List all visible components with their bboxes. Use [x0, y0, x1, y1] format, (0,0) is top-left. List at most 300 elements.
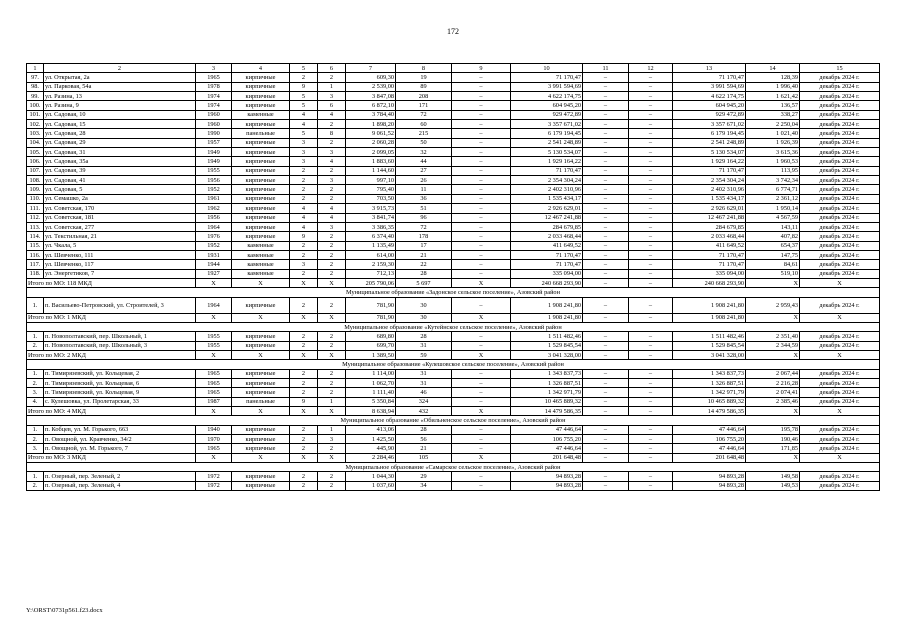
table-cell: 106 755,20 [511, 435, 583, 444]
table-cell: 1 044,30 [346, 472, 396, 481]
total-label: Итого по МО: 3 МКД [27, 453, 196, 462]
total-label: Итого по МО: 1 МКД [27, 313, 196, 322]
table-cell: кирпичные [232, 369, 290, 378]
table-cell: 519,10 [746, 269, 800, 278]
table-cell: 2 351,40 [746, 332, 800, 341]
table-cell: 1 111,40 [346, 388, 396, 397]
table-cell: 27 [396, 166, 452, 175]
table-cell: 2 [290, 481, 318, 490]
table-cell: декабрь 2024 г. [800, 185, 880, 194]
column-number: 8 [396, 64, 452, 73]
table-cell: – [629, 101, 673, 110]
table-cell: 3 386,35 [346, 222, 396, 231]
housing-table [26, 63, 880, 491]
table-cell: 2 [318, 369, 346, 378]
file-path-footer: Y:\ORST\0731p561.f23.docx [26, 607, 103, 614]
table-cell: – [452, 332, 511, 341]
table-cell: 9 [290, 232, 318, 241]
table-cell: 997,10 [346, 176, 396, 185]
table-cell: 1931 [196, 250, 232, 259]
table-cell: 44 [396, 157, 452, 166]
table-cell: декабрь 2024 г. [800, 388, 880, 397]
table-row [27, 185, 880, 194]
table-cell: декабрь 2024 г. [800, 138, 880, 147]
table-cell: декабрь 2024 г. [800, 129, 880, 138]
table-cell: – [629, 166, 673, 175]
total-cell: X [452, 407, 511, 416]
table-cell: – [452, 166, 511, 175]
table-cell: ул. Садовая, 41 [44, 176, 196, 185]
table-cell: 2 354 304,24 [673, 176, 746, 185]
table-cell: ул. Разина, 9 [44, 101, 196, 110]
table-cell: 6 179 194,45 [673, 129, 746, 138]
table-cell: – [452, 397, 511, 406]
table-cell: 12 467 241,88 [511, 213, 583, 222]
total-row [27, 313, 880, 322]
table-cell: 5 [290, 101, 318, 110]
table-cell: декабрь 2024 г. [800, 379, 880, 388]
column-number-row [27, 64, 880, 73]
table-cell: 2 [290, 250, 318, 259]
table-row [27, 397, 880, 406]
table-cell: – [629, 341, 673, 350]
table-cell: 2 [318, 250, 346, 259]
table-cell: 106 755,20 [673, 435, 746, 444]
total-row [27, 278, 880, 287]
table-row [27, 138, 880, 147]
table-cell: 1. [27, 425, 44, 434]
table-cell: – [583, 444, 629, 453]
table-cell: 1. [27, 472, 44, 481]
table-cell: – [452, 241, 511, 250]
table-cell: – [629, 157, 673, 166]
table-cell: 2 [290, 297, 318, 313]
table-cell: кирпичные [232, 73, 290, 82]
table-cell: 1955 [196, 166, 232, 175]
total-label: Итого по МО: 118 МКД [27, 278, 196, 287]
table-cell: 6 774,71 [746, 185, 800, 194]
table-cell: 1. [27, 369, 44, 378]
table-cell: – [629, 148, 673, 157]
table-cell: 2 [318, 73, 346, 82]
table-cell: ул. Разина, 13 [44, 92, 196, 101]
table-row [27, 260, 880, 269]
table-row [27, 388, 880, 397]
table-cell: – [452, 82, 511, 91]
total-cell: – [629, 407, 673, 416]
table-cell: – [452, 101, 511, 110]
municipality-heading: Муниципальное образование «Кутейнское сельское поселение», Азовский район [27, 322, 880, 331]
table-cell: – [452, 379, 511, 388]
table-cell: кирпичные [232, 166, 290, 175]
table-cell: 781,90 [346, 297, 396, 313]
table-cell: – [452, 444, 511, 453]
table-cell: кирпичные [232, 332, 290, 341]
table-cell: 4. [27, 397, 44, 406]
table-cell: 4 [318, 157, 346, 166]
table-cell: 1 425,50 [346, 435, 396, 444]
table-cell: 116. [27, 250, 44, 259]
column-number: 11 [583, 64, 629, 73]
table-cell: 2 [290, 185, 318, 194]
table-cell: – [583, 297, 629, 313]
table-row [27, 73, 880, 82]
table-cell: 411 649,52 [673, 241, 746, 250]
total-cell: X [452, 453, 511, 462]
total-cell: – [583, 350, 629, 359]
total-row [27, 407, 880, 416]
table-row [27, 92, 880, 101]
total-cell: 5 697 [396, 278, 452, 287]
table-cell: – [583, 332, 629, 341]
table-cell: 4 [290, 120, 318, 129]
total-cell: X [452, 278, 511, 287]
column-number: 2 [44, 64, 196, 73]
table-cell: 107. [27, 166, 44, 175]
table-cell: 445,90 [346, 444, 396, 453]
table-cell: – [583, 341, 629, 350]
table-cell: ул. Текстильная, 21 [44, 232, 196, 241]
table-cell: 1964 [196, 297, 232, 313]
table-cell: – [583, 435, 629, 444]
table-cell: 1974 [196, 92, 232, 101]
table-cell: 113,95 [746, 166, 800, 175]
table-cell: 1960 [196, 120, 232, 129]
table-cell: 4 [318, 213, 346, 222]
table-cell: 2 060,28 [346, 138, 396, 147]
table-cell: 94 893,28 [673, 481, 746, 490]
table-cell: 929 472,89 [673, 110, 746, 119]
total-cell: 30 [396, 313, 452, 322]
table-cell: 4 [290, 204, 318, 213]
table-cell: – [583, 472, 629, 481]
table-cell: 113. [27, 222, 44, 231]
table-cell: – [629, 82, 673, 91]
table-cell: ул. Советская, 170 [44, 204, 196, 213]
table-cell: – [629, 260, 673, 269]
total-cell: X [232, 313, 290, 322]
table-cell: – [583, 185, 629, 194]
table-cell: 324 [396, 397, 452, 406]
table-cell: 47 446,64 [673, 425, 746, 434]
table-cell: 1 950,14 [746, 204, 800, 213]
table-cell: 1 037,60 [346, 481, 396, 490]
table-cell: кирпичные [232, 341, 290, 350]
total-cell: X [290, 453, 318, 462]
table-cell: – [629, 425, 673, 434]
table-cell: 2 [290, 425, 318, 434]
table-cell: 94 893,28 [511, 472, 583, 481]
municipality-heading: Муниципальное образование «Кулешовское сельское поселение», Азовский район [27, 360, 880, 369]
table-cell: 335 094,00 [673, 269, 746, 278]
table-row [27, 232, 880, 241]
table-cell: 1 342 971,79 [673, 388, 746, 397]
table-cell: 2 541 248,89 [511, 138, 583, 147]
table-cell: 2 [318, 444, 346, 453]
table-cell: декабрь 2024 г. [800, 101, 880, 110]
table-row [27, 472, 880, 481]
column-number: 5 [290, 64, 318, 73]
table-cell: декабрь 2024 г. [800, 425, 880, 434]
table-cell: панельные [232, 397, 290, 406]
table-cell: декабрь 2024 г. [800, 269, 880, 278]
table-cell: 21 [396, 250, 452, 259]
table-cell: 147,75 [746, 250, 800, 259]
table-cell: декабрь 2024 г. [800, 397, 880, 406]
table-cell: 1978 [196, 82, 232, 91]
table-cell: п. Новополтавский, пер. Школьный, 3 [44, 341, 196, 350]
table-cell: 2 159,30 [346, 260, 396, 269]
table-row [27, 444, 880, 453]
section-row [27, 288, 880, 297]
table-cell: декабрь 2024 г. [800, 250, 880, 259]
table-cell: 1961 [196, 194, 232, 203]
total-cell: 201 648,48 [511, 453, 583, 462]
table-cell: 1 021,40 [746, 129, 800, 138]
table-cell: 2 033 468,44 [511, 232, 583, 241]
table-cell: 71 170,47 [673, 250, 746, 259]
total-cell: – [629, 278, 673, 287]
table-cell: кирпичные [232, 388, 290, 397]
total-row [27, 350, 880, 359]
table-cell: 1 511 482,46 [511, 332, 583, 341]
total-cell: 105 [396, 453, 452, 462]
table-cell: 407,82 [746, 232, 800, 241]
table-cell: 29 [396, 472, 452, 481]
section-row [27, 322, 880, 331]
table-cell: 3 357 671,02 [511, 120, 583, 129]
table-cell: 2 [318, 194, 346, 203]
table-cell: 84,61 [746, 260, 800, 269]
table-cell: 689,80 [346, 332, 396, 341]
table-cell: – [583, 397, 629, 406]
table-cell: кирпичные [232, 425, 290, 434]
table-cell: 1 135,49 [346, 241, 396, 250]
table-row [27, 425, 880, 434]
column-number: 10 [511, 64, 583, 73]
table-cell: – [583, 388, 629, 397]
table-row [27, 241, 880, 250]
table-cell: – [629, 110, 673, 119]
table-row [27, 341, 880, 350]
total-cell: 240 668 293,90 [511, 278, 583, 287]
table-cell: – [629, 435, 673, 444]
total-cell: 8 638,94 [346, 407, 396, 416]
table-cell: 3 615,36 [746, 148, 800, 157]
total-cell: X [746, 407, 800, 416]
total-cell: X [452, 313, 511, 322]
total-cell: 3 041 328,00 [673, 350, 746, 359]
table-cell: 2 [318, 138, 346, 147]
table-cell: 712,13 [346, 269, 396, 278]
table-cell: 1. [27, 332, 44, 341]
table-cell: 3 [318, 176, 346, 185]
table-cell: 1 [318, 425, 346, 434]
table-cell: 5 130 534,07 [511, 148, 583, 157]
table-cell: – [583, 425, 629, 434]
table-cell: 3. [27, 388, 44, 397]
table-cell: кирпичные [232, 435, 290, 444]
table-cell: 2 [290, 73, 318, 82]
table-cell: 215 [396, 129, 452, 138]
total-cell: X [800, 407, 880, 416]
table-cell: 1 326 887,51 [511, 379, 583, 388]
table-cell: п. Кобцев, ул. М. Горького, 663 [44, 425, 196, 434]
table-cell: – [629, 297, 673, 313]
table-row [27, 269, 880, 278]
table-cell: – [452, 269, 511, 278]
table-cell: 2 [290, 435, 318, 444]
table-cell: 2. [27, 341, 44, 350]
table-cell: 96 [396, 213, 452, 222]
table-cell: ул. Советская, 277 [44, 222, 196, 231]
table-cell: 171 [396, 101, 452, 110]
table-cell: 28 [396, 269, 452, 278]
table-cell: 2 [318, 232, 346, 241]
table-cell: 2 [290, 388, 318, 397]
table-cell: – [583, 204, 629, 213]
table-cell: декабрь 2024 г. [800, 166, 880, 175]
column-number: 15 [800, 64, 880, 73]
table-cell: 2. [27, 379, 44, 388]
section-row [27, 463, 880, 472]
table-cell: – [452, 481, 511, 490]
table-cell: 89 [396, 82, 452, 91]
table-cell: 108. [27, 176, 44, 185]
total-cell: X [196, 313, 232, 322]
table-cell: 2 099,05 [346, 148, 396, 157]
total-cell: – [629, 350, 673, 359]
column-number: 1 [27, 64, 44, 73]
table-cell: ул. Садовая, 39 [44, 166, 196, 175]
table-cell: 1952 [196, 185, 232, 194]
table-cell: 1 [318, 82, 346, 91]
table-cell: декабрь 2024 г. [800, 297, 880, 313]
table-cell: декабрь 2024 г. [800, 369, 880, 378]
table-cell: 1 908 241,80 [673, 297, 746, 313]
total-cell: X [196, 407, 232, 416]
table-cell: 1956 [196, 213, 232, 222]
table-cell: 149,53 [746, 481, 800, 490]
table-cell: п. Васильево-Петровский, ул. Строителей, 3 [44, 297, 196, 313]
table-row [27, 110, 880, 119]
table-cell: 3 841,74 [346, 213, 396, 222]
table-cell: 614,00 [346, 250, 396, 259]
table-cell: 1952 [196, 241, 232, 250]
table-row [27, 481, 880, 490]
table-cell: п. Тимирязевский, ул. Кольцевая, 9 [44, 388, 196, 397]
table-cell: – [629, 222, 673, 231]
table-cell: декабрь 2024 г. [800, 120, 880, 129]
table-cell: 3 784,40 [346, 110, 396, 119]
table-cell: 2 [318, 297, 346, 313]
table-cell: 2 539,00 [346, 82, 396, 91]
table-row [27, 297, 880, 313]
section-row [27, 416, 880, 425]
table-cell: 1964 [196, 222, 232, 231]
table-cell: – [583, 129, 629, 138]
table-cell: 6 374,40 [346, 232, 396, 241]
table-cell: 34 [396, 481, 452, 490]
table-cell: 21 [396, 444, 452, 453]
page-number: 172 [447, 27, 459, 36]
table-cell: 284 679,85 [511, 222, 583, 231]
table-cell: 195,78 [746, 425, 800, 434]
table-cell: – [629, 129, 673, 138]
table-cell: – [583, 92, 629, 101]
table-cell: каменные [232, 260, 290, 269]
table-cell: декабрь 2024 г. [800, 204, 880, 213]
table-cell: 1960 [196, 110, 232, 119]
table-cell: 2 354 304,24 [511, 176, 583, 185]
table-cell: – [452, 204, 511, 213]
table-cell: п. Озерный, пер. Зеленый, 2 [44, 472, 196, 481]
table-cell: – [629, 241, 673, 250]
table-cell: ул. Шевченко, 111 [44, 250, 196, 259]
table-cell: 1 326 887,51 [673, 379, 746, 388]
table-cell: 2 [290, 341, 318, 350]
table-cell: каменные [232, 269, 290, 278]
table-cell: кирпичные [232, 92, 290, 101]
table-cell: 115. [27, 241, 44, 250]
table-cell: – [452, 250, 511, 259]
table-cell: декабрь 2024 г. [800, 241, 880, 250]
table-cell: 103. [27, 129, 44, 138]
table-cell: кирпичные [232, 444, 290, 453]
table-cell: – [583, 269, 629, 278]
total-cell: X [318, 453, 346, 462]
column-number: 13 [673, 64, 746, 73]
table-cell: 3 [318, 92, 346, 101]
table-cell: 284 679,85 [673, 222, 746, 231]
table-cell: – [629, 92, 673, 101]
table-cell: 71 170,47 [511, 166, 583, 175]
table-cell: – [452, 232, 511, 241]
table-cell: 1 144,60 [346, 166, 396, 175]
table-cell: – [629, 444, 673, 453]
table-cell: каменные [232, 110, 290, 119]
table-cell: – [583, 176, 629, 185]
table-cell: 3 [290, 148, 318, 157]
total-cell: X [290, 278, 318, 287]
table-cell: 114. [27, 232, 44, 241]
table-cell: 6 179 194,45 [511, 129, 583, 138]
table-cell: 94 893,28 [673, 472, 746, 481]
table-cell: 2 [290, 369, 318, 378]
table-cell: кирпичные [232, 222, 290, 231]
table-cell: – [629, 379, 673, 388]
table-cell: – [583, 213, 629, 222]
table-cell: – [583, 157, 629, 166]
table-cell: 3 847,08 [346, 92, 396, 101]
table-cell: 71 170,47 [673, 166, 746, 175]
table-cell: 2 [290, 166, 318, 175]
table-cell: декабрь 2024 г. [800, 92, 880, 101]
table-cell: декабрь 2024 г. [800, 110, 880, 119]
table-cell: 31 [396, 369, 452, 378]
table-cell: 104. [27, 138, 44, 147]
table-cell: 1927 [196, 269, 232, 278]
total-cell: – [629, 453, 673, 462]
total-cell: X [232, 350, 290, 359]
table-cell: 1962 [196, 204, 232, 213]
table-cell: декабрь 2024 г. [800, 444, 880, 453]
table-cell: декабрь 2024 г. [800, 176, 880, 185]
table-cell: ул. Парковая, 54а [44, 82, 196, 91]
table-cell: – [452, 472, 511, 481]
table-cell: 335 094,00 [511, 269, 583, 278]
table-cell: ул. Энергетиков, 7 [44, 269, 196, 278]
